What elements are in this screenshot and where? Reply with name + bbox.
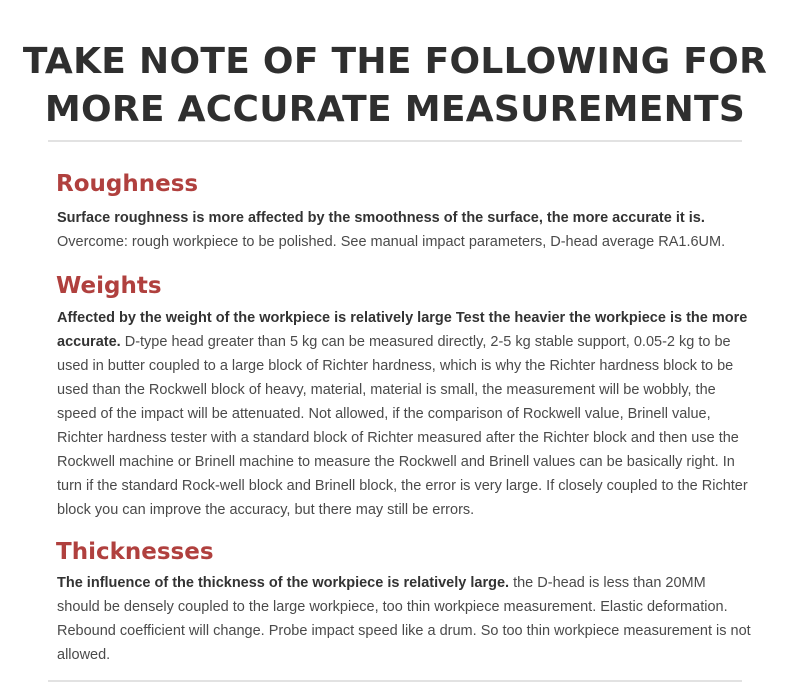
section-body-weights [56, 306, 752, 522]
section-text-thicknesses: the D-head is less than 20MM should be densely coupled to the large workpiece, too thin workpiece measurement. Elastic deformation. Rebound coefficient will change. Probe impact speed like a drum. So too thin workpiece measurement is not allowed. [57, 575, 751, 663]
section-text-weights: D-type head greater than 5 kg can be measured directly, 2-5 kg stable support, 0.05-2 kg to be used in butter coupled to a large block of Richter hardness, which is why the Richter hardness block to be used than the Rockwell block of heavy, material, material is small, the measurement will be wobbly, the speed of the impact will be attenuated. Not allowed, if the comparison of Rockwell value, Brinell value, Richter hardness tester with a standard block of Richter measured after the Richter block and then use the Rockwell machine or Brinell machine to measure the Rockwell and Brinell values can be basically right. In turn if the standard Rock-well block and Brinell block, the error is very large. If closely coupled to the Richter block you can improve the accuracy, but there may still be errors. [57, 334, 748, 518]
section-lead-weights: Affected by the weight of the workpiece is relatively large Test the heavier the workpiece is the more accurate. [57, 310, 748, 350]
section-heading-weights: Weights [56, 273, 162, 299]
section-text-roughness: Overcome: rough workpiece to be polished. See manual impact parameters, D-head average RA1.6UM. [57, 234, 726, 250]
section-body-roughness [56, 206, 752, 254]
top-divider [48, 140, 742, 142]
bottom-divider [48, 680, 742, 682]
section-roughness [56, 170, 752, 254]
section-body-thicknesses [56, 571, 752, 667]
section-thicknesses [56, 538, 752, 667]
section-heading-roughness: Roughness [56, 171, 199, 197]
section-lead-thicknesses: The influence of the thickness of the workpiece is relatively large. [57, 575, 510, 591]
section-lead-roughness: Surface roughness is more affected by the smoothness of the surface, the more accurate it is. [57, 210, 705, 226]
page-title: TAKE NOTE OF THE FOLLOWING FOR MORE ACCURATE MEASUREMENTS [22, 41, 768, 131]
section-heading-thicknesses: Thicknesses [56, 539, 214, 565]
section-weights [56, 272, 752, 522]
